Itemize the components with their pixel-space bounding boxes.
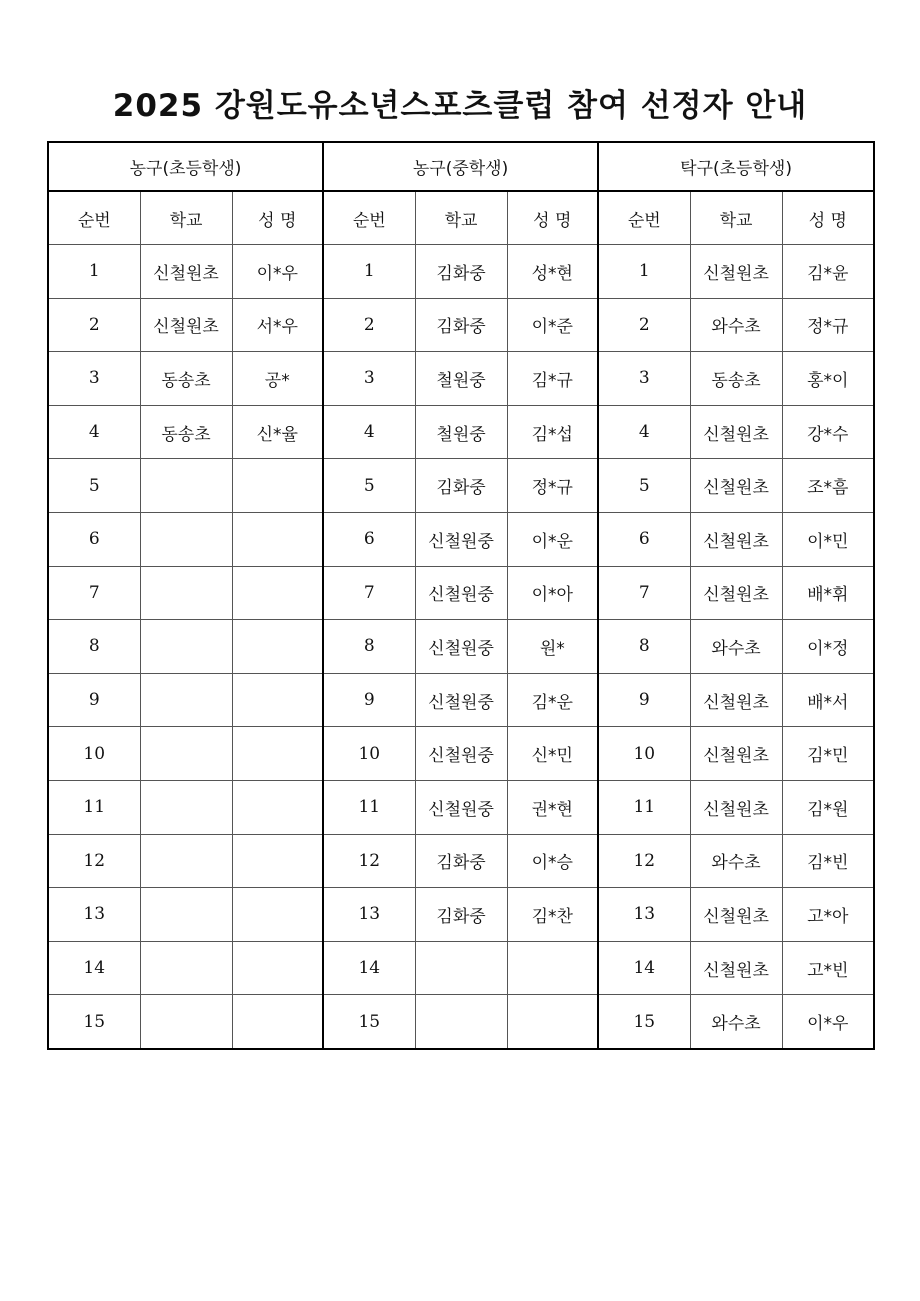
cell-school (140, 620, 232, 674)
cell-num: 3 (48, 352, 140, 406)
cell-name: 김*규 (507, 352, 598, 406)
cell-school: 신철원초 (690, 888, 782, 942)
table-row (48, 727, 874, 781)
column-header-school: 학교 (415, 191, 507, 245)
column-header-row (48, 191, 874, 245)
table-row (48, 780, 874, 834)
cell-name: 이*준 (507, 298, 598, 352)
cell-name: 김*섭 (507, 405, 598, 459)
cell-name: 이*민 (782, 512, 874, 566)
cell-num: 7 (323, 566, 415, 620)
cell-name: 배*서 (782, 673, 874, 727)
cell-num: 10 (323, 727, 415, 781)
cell-school (140, 780, 232, 834)
cell-school: 신철원중 (415, 512, 507, 566)
cell-name (507, 941, 598, 995)
cell-name: 정*규 (507, 459, 598, 513)
cell-name (232, 566, 323, 620)
cell-num: 6 (323, 512, 415, 566)
cell-num: 8 (48, 620, 140, 674)
cell-num: 1 (323, 245, 415, 299)
cell-num: 15 (48, 995, 140, 1049)
table-row (48, 405, 874, 459)
cell-num: 13 (598, 888, 690, 942)
table-row (48, 352, 874, 406)
group-header-row (48, 142, 874, 191)
cell-school: 철원중 (415, 405, 507, 459)
cell-school: 신철원초 (140, 245, 232, 299)
group-header-basketball-middle: 농구(중학생) (323, 142, 598, 191)
cell-school: 신철원초 (690, 245, 782, 299)
cell-school: 김화중 (415, 888, 507, 942)
cell-name: 홍*이 (782, 352, 874, 406)
cell-num: 3 (323, 352, 415, 406)
table-row (48, 298, 874, 352)
cell-num: 14 (323, 941, 415, 995)
cell-school (140, 888, 232, 942)
cell-name: 신*율 (232, 405, 323, 459)
cell-name: 이*우 (782, 995, 874, 1049)
cell-school: 신철원초 (690, 673, 782, 727)
group-header-basketball-elementary: 농구(초등학생) (48, 142, 323, 191)
cell-num: 14 (48, 941, 140, 995)
cell-num: 2 (48, 298, 140, 352)
table-row (48, 566, 874, 620)
cell-school: 김화중 (415, 298, 507, 352)
table-row (48, 459, 874, 513)
cell-school: 동송초 (140, 405, 232, 459)
cell-school: 신철원초 (690, 459, 782, 513)
page-title: 2025 강원도유소년스포츠클럽 참여 선정자 안내 (112, 88, 808, 124)
cell-school: 철원중 (415, 352, 507, 406)
cell-num: 6 (598, 512, 690, 566)
cell-name: 김*빈 (782, 834, 874, 888)
cell-num: 7 (48, 566, 140, 620)
table-row (48, 995, 874, 1049)
roster-table (47, 141, 875, 1050)
cell-name: 강*수 (782, 405, 874, 459)
cell-num: 1 (598, 245, 690, 299)
cell-num: 12 (598, 834, 690, 888)
cell-school: 와수초 (690, 834, 782, 888)
table-row (48, 245, 874, 299)
cell-name: 김*윤 (782, 245, 874, 299)
cell-num: 14 (598, 941, 690, 995)
roster-body (48, 245, 874, 1049)
column-header-name: 성 명 (507, 191, 598, 245)
column-header-school: 학교 (140, 191, 232, 245)
cell-school (140, 566, 232, 620)
table-row (48, 941, 874, 995)
cell-num: 11 (323, 780, 415, 834)
cell-name: 신*민 (507, 727, 598, 781)
cell-school: 와수초 (690, 298, 782, 352)
cell-school (140, 673, 232, 727)
cell-name: 고*아 (782, 888, 874, 942)
column-header-name: 성 명 (232, 191, 323, 245)
cell-name (232, 620, 323, 674)
cell-school: 신철원초 (690, 780, 782, 834)
table-row (48, 620, 874, 674)
cell-name (232, 995, 323, 1049)
cell-school: 신철원중 (415, 566, 507, 620)
cell-name: 조*흠 (782, 459, 874, 513)
cell-name: 정*규 (782, 298, 874, 352)
cell-school: 신철원초 (690, 405, 782, 459)
cell-name: 김*찬 (507, 888, 598, 942)
cell-school: 김화중 (415, 459, 507, 513)
cell-num: 7 (598, 566, 690, 620)
cell-school: 신철원중 (415, 673, 507, 727)
cell-num: 12 (323, 834, 415, 888)
cell-name: 공* (232, 352, 323, 406)
cell-num: 9 (323, 673, 415, 727)
cell-num: 15 (598, 995, 690, 1049)
cell-school (140, 941, 232, 995)
cell-school: 김화중 (415, 245, 507, 299)
cell-school (140, 995, 232, 1049)
cell-name: 이*아 (507, 566, 598, 620)
cell-school: 동송초 (140, 352, 232, 406)
cell-name (232, 780, 323, 834)
cell-num: 11 (48, 780, 140, 834)
cell-name (507, 995, 598, 1049)
cell-school: 신철원초 (140, 298, 232, 352)
cell-num: 12 (48, 834, 140, 888)
cell-num: 4 (598, 405, 690, 459)
cell-school: 신철원초 (690, 566, 782, 620)
table-row (48, 512, 874, 566)
cell-school (140, 727, 232, 781)
cell-num: 15 (323, 995, 415, 1049)
cell-num: 10 (48, 727, 140, 781)
column-header-num: 순번 (598, 191, 690, 245)
table-row (48, 834, 874, 888)
column-header-name: 성 명 (782, 191, 874, 245)
cell-school: 신철원초 (690, 727, 782, 781)
cell-num: 8 (323, 620, 415, 674)
cell-num: 13 (323, 888, 415, 942)
cell-name: 이*정 (782, 620, 874, 674)
cell-name: 이*우 (232, 245, 323, 299)
cell-school: 와수초 (690, 620, 782, 674)
cell-name: 김*원 (782, 780, 874, 834)
cell-school: 동송초 (690, 352, 782, 406)
cell-school: 와수초 (690, 995, 782, 1049)
cell-num: 10 (598, 727, 690, 781)
cell-name: 원* (507, 620, 598, 674)
cell-name: 성*현 (507, 245, 598, 299)
cell-name (232, 834, 323, 888)
cell-school: 신철원중 (415, 620, 507, 674)
cell-school: 김화중 (415, 834, 507, 888)
cell-name: 이*운 (507, 512, 598, 566)
cell-num: 5 (48, 459, 140, 513)
cell-school (140, 512, 232, 566)
cell-school: 신철원중 (415, 780, 507, 834)
cell-name: 서*우 (232, 298, 323, 352)
cell-num: 9 (598, 673, 690, 727)
cell-num: 3 (598, 352, 690, 406)
cell-num: 5 (598, 459, 690, 513)
cell-num: 5 (323, 459, 415, 513)
cell-name: 이*승 (507, 834, 598, 888)
cell-num: 1 (48, 245, 140, 299)
cell-num: 6 (48, 512, 140, 566)
cell-name (232, 888, 323, 942)
cell-name (232, 941, 323, 995)
cell-school (140, 459, 232, 513)
cell-num: 4 (323, 405, 415, 459)
cell-name: 김*민 (782, 727, 874, 781)
column-header-school: 학교 (690, 191, 782, 245)
cell-school (415, 941, 507, 995)
cell-school: 신철원중 (415, 727, 507, 781)
cell-num: 11 (598, 780, 690, 834)
cell-name (232, 673, 323, 727)
table-row (48, 888, 874, 942)
cell-name (232, 459, 323, 513)
cell-name: 고*빈 (782, 941, 874, 995)
column-header-num: 순번 (48, 191, 140, 245)
cell-num: 4 (48, 405, 140, 459)
column-header-num: 순번 (323, 191, 415, 245)
cell-name: 배*휘 (782, 566, 874, 620)
cell-num: 2 (323, 298, 415, 352)
cell-num: 8 (598, 620, 690, 674)
cell-num: 13 (48, 888, 140, 942)
cell-num: 9 (48, 673, 140, 727)
group-header-table-tennis-elementary: 탁구(초등학생) (598, 142, 874, 191)
cell-name (232, 727, 323, 781)
cell-school (140, 834, 232, 888)
cell-school (415, 995, 507, 1049)
cell-school: 신철원초 (690, 941, 782, 995)
cell-school: 신철원초 (690, 512, 782, 566)
cell-num: 2 (598, 298, 690, 352)
cell-name (232, 512, 323, 566)
cell-name: 김*운 (507, 673, 598, 727)
table-row (48, 673, 874, 727)
cell-name: 권*현 (507, 780, 598, 834)
